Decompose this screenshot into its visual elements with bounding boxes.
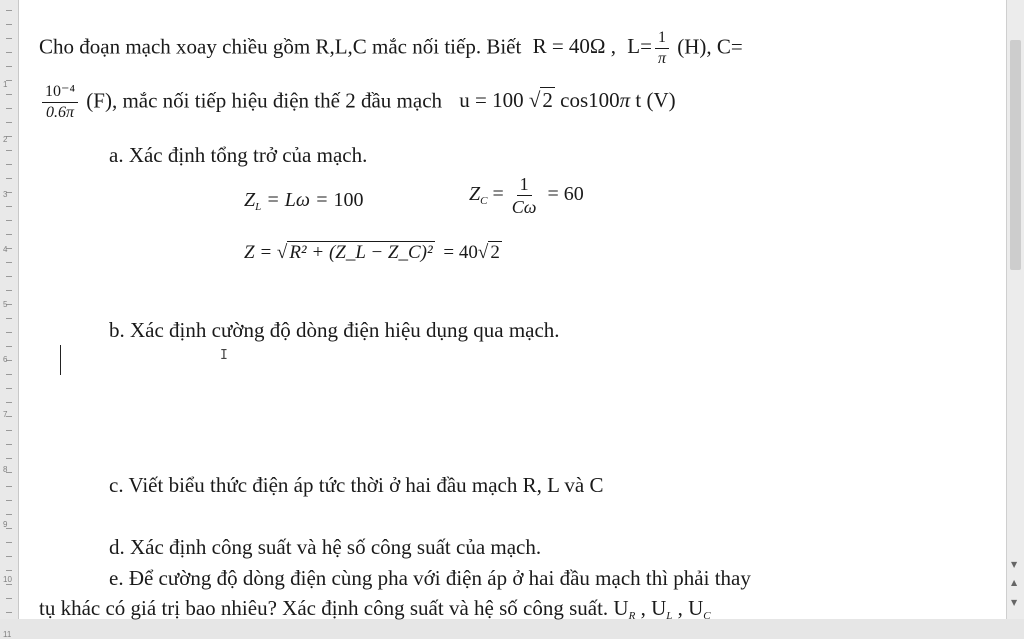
ruler-tick [6,122,12,123]
zl-value: 100 [333,189,364,211]
inductance-prefix: L= [627,34,652,59]
part-e-label: e. Để cường độ dòng điện cùng pha với điện áp ở hai đầu mạch thì phải thay [109,566,751,590]
resistance-value: R = 40Ω , [532,34,617,59]
ruler-tick [6,164,12,165]
ruler-tick [6,346,12,347]
zc-numerator: 1 [517,175,532,196]
inductance-fraction [655,30,669,67]
ruler-tick [6,150,12,151]
ruler-number: 4 [3,245,8,254]
inductance-unit: (H), C= [677,34,743,59]
voltage-pi: π [619,88,631,113]
z-sqrt: √ R² + (Z_L − Z_C)² [276,242,433,263]
ruler-tick [6,178,12,179]
zc-formula [469,175,584,216]
ul-subscript: L [666,610,673,622]
ruler-tick [6,430,12,431]
ruler-tick [6,108,12,109]
zc-value: = 60 [547,183,584,206]
zl-symbol: Z [244,189,256,211]
ruler-tick [6,206,12,207]
ruler-tick [6,276,12,277]
voltage-cos-term: cos100 [560,88,620,113]
document-page[interactable] [19,0,1007,622]
problem-continuation-text: (F), mắc nối tiếp hiệu điện thế 2 đầu mạch [86,88,443,113]
uc-subscript: C [703,610,711,622]
ruler-tick [6,388,12,389]
page-up-icon[interactable]: ▲ [1011,578,1018,587]
ruler-tick [6,332,12,333]
ruler-tick [6,500,12,501]
voltage-unit: t (V) [635,88,676,113]
zc-symbol: Z [469,183,481,206]
ruler-tick [6,220,12,221]
capacitance-fraction [42,84,78,121]
part-e-continuation [39,598,711,622]
part-b-label: b. Xác định cường độ dòng điện hiệu dụng qua mạch. [109,318,560,342]
problem-line-2 [39,84,676,121]
z-symbol: Z = [244,242,277,263]
capacitance-numerator: 10⁻⁴ [42,84,78,103]
inductance-numerator: 1 [655,30,669,49]
ruler-number: 10 [3,575,12,584]
part-e-continuation-text: tụ khác có giá trị bao nhiêu? Xác định công suất và hệ số công suất. U [39,596,629,620]
part-d-label: d. Xác định công suất và hệ số công suất của mạch. [109,535,542,559]
ruler-tick [6,542,12,543]
ruler-tick [6,598,12,599]
ruler-number: 11 [3,630,12,639]
page-down-icon[interactable]: ▼ [1011,598,1018,607]
ur-subscript: R [628,610,636,622]
z-equals: = [443,242,455,263]
ruler-tick [6,514,12,515]
ruler-tick [6,94,12,95]
ruler-tick [6,52,12,53]
ruler-tick [6,234,12,235]
z-value-sqrt: √ 2 [477,242,500,263]
scrollbar-thumb[interactable] [1010,40,1021,270]
zc-fraction [512,175,537,216]
scroll-down-arrow-icon[interactable]: ▼ [1011,560,1018,569]
ruler-tick [6,38,12,39]
capacitance-denominator: 0.6π [46,104,75,121]
voltage-amplitude: u = 100 [459,88,524,113]
ruler-number: 2 [3,135,8,144]
ibeam-pointer-icon: I [220,348,228,363]
zc-equals: = [487,183,509,206]
ruler-tick [6,24,12,25]
z-radicand: R² + (Z_L − Z_C)² [289,242,433,263]
problem-line-1 [39,30,743,67]
ruler-tick [6,262,12,263]
ruler-number: 9 [3,520,8,529]
zl-subscript: L [255,201,262,213]
ruler-number: 6 [3,355,8,364]
vertical-ruler [0,0,19,639]
sqrt-radicand: 2 [542,88,553,113]
z-value-radicand: 2 [490,242,500,263]
zc-subscript: C [480,195,488,208]
ruler-number: 7 [3,410,8,419]
ruler-tick [6,402,12,403]
ruler-number: 3 [3,190,8,199]
ruler-tick [6,570,12,571]
text-cursor [60,345,61,375]
ruler-tick [6,444,12,445]
ruler-tick [6,10,12,11]
uc-text: , U [672,596,704,620]
inductance-denominator: π [657,50,666,67]
ruler-number: 5 [3,300,8,309]
ruler-tick [6,318,12,319]
ruler-tick [6,612,12,613]
ruler-tick [6,486,12,487]
z-formula [244,243,502,262]
zc-denominator: Cω [511,197,537,217]
voltage-expression [459,88,675,112]
ul-text: , U [635,596,667,620]
ruler-number: 1 [3,80,8,89]
ruler-number: 8 [3,465,8,474]
ruler-tick [6,374,12,375]
ruler-tick [6,66,12,67]
ruler-tick [6,584,12,585]
z-value: 40 [458,242,478,263]
part-c-label: c. Viết biểu thức điện áp tức thời ở hai đầu mạch R, L và C [109,473,604,497]
ruler-tick [6,556,12,557]
problem-intro-text: Cho đoạn mạch xoay chiều gồm R,L,C mắc nối tiếp. Biết [39,34,522,59]
ruler-tick [6,458,12,459]
zl-formula [244,190,364,213]
zl-expression: = Lω = [261,189,334,211]
ruler-tick [6,290,12,291]
part-a-label: a. Xác định tổng trở của mạch. [109,143,368,167]
vertical-scrollbar[interactable] [1006,0,1024,619]
sqrt-symbol: √2 [528,88,553,113]
